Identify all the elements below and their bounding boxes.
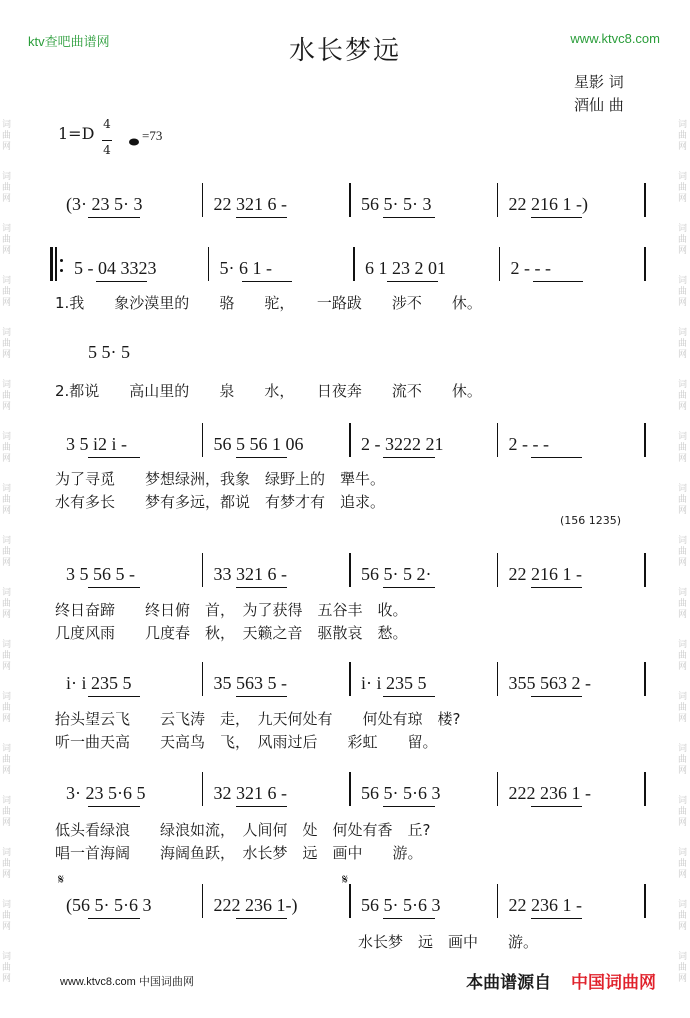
time-signature: 4 4 <box>103 117 111 157</box>
watermark-char: 词 <box>678 796 688 806</box>
watermark-char: 网 <box>2 402 12 412</box>
key-signature: 1=D <box>58 124 95 143</box>
watermark-char: 网 <box>2 506 12 516</box>
watermark-char: 网 <box>2 766 12 776</box>
barline <box>499 247 501 281</box>
measure-notes: 5 5· 5 <box>88 342 130 362</box>
watermark-char: 网 <box>678 558 688 568</box>
lyric-line-1: 1.我 象沙漠里的 骆 驼， 一路跋 涉不 休。 <box>55 294 482 312</box>
measure-notes: 2 - 3222 21 <box>361 434 444 454</box>
watermark-char: 曲 <box>678 911 688 921</box>
watermark-char: 曲 <box>2 339 12 349</box>
watermark-char: 曲 <box>2 443 12 453</box>
watermark-char: 词 <box>678 484 688 494</box>
measure-notes: (3· 23 5· 3 <box>66 194 143 214</box>
measure-notes: 355 563 2 - <box>508 673 591 693</box>
measure-notes: 22 321 6 - <box>213 194 287 214</box>
barline <box>202 183 204 217</box>
watermark-char: 词 <box>2 952 12 962</box>
measure-notes: 56 5· 5 2· <box>361 564 432 584</box>
measure-notes: 33 321 6 - <box>213 564 287 584</box>
repeat-dot <box>60 269 63 272</box>
footer-source-brand[interactable]: 中国词曲网 <box>571 973 656 993</box>
score-row-4 <box>48 662 648 702</box>
barline <box>497 884 499 918</box>
measure-notes: 22 216 1 -) <box>508 194 588 214</box>
barline <box>349 662 351 696</box>
watermark-char: 词 <box>2 120 12 130</box>
barline <box>349 553 351 587</box>
watermark-char: 曲 <box>678 807 688 817</box>
lyric-line-2: 2.都说 高山里的 泉 水， 日夜奔 流不 休。 <box>55 382 482 400</box>
beam-line <box>383 806 435 807</box>
barline <box>497 662 499 696</box>
measure-notes: 56 5· 5·6 3 <box>361 895 441 915</box>
lyric-line-9: 低头看绿浪 绿浪如流， 人间何 处 何处有香 丘? <box>55 821 431 839</box>
repeat-dot <box>60 259 63 262</box>
repeat-start-thin-bar <box>55 247 57 281</box>
watermark-char: 词 <box>678 692 688 702</box>
lyric-line-5: 终日奋蹄 终日俯 首， 为了获得 五谷丰 收。 <box>55 601 408 619</box>
watermark-char: 词 <box>678 744 688 754</box>
barline <box>208 247 210 281</box>
watermark-char: 网 <box>678 298 688 308</box>
watermark-char: 词 <box>2 380 12 390</box>
measure-notes: 35 563 5 - <box>213 673 287 693</box>
barline <box>202 553 204 587</box>
measure-notes: 56 5 56 1 06 <box>213 434 304 454</box>
measure-notes: 22 216 1 - <box>508 564 582 584</box>
beam-line <box>531 457 583 458</box>
watermark-char: 网 <box>2 558 12 568</box>
barline <box>644 772 646 806</box>
watermark-char: 网 <box>2 610 12 620</box>
watermark-char: 词 <box>2 796 12 806</box>
watermark-char: 曲 <box>2 807 12 817</box>
barline <box>202 772 204 806</box>
watermark-char: 曲 <box>678 131 688 141</box>
watermark-char: 网 <box>2 818 12 828</box>
watermark-char: 词 <box>678 588 688 598</box>
beam-line <box>383 918 435 919</box>
watermark-char: 曲 <box>678 651 688 661</box>
beam-line <box>531 918 583 919</box>
barline <box>353 247 355 281</box>
watermark-char: 词 <box>2 276 12 286</box>
watermark-char: 曲 <box>678 235 688 245</box>
site-url-right[interactable]: www.ktvc8.com <box>570 31 660 46</box>
beam-line <box>531 696 583 697</box>
song-title: 水长梦远 <box>288 36 401 66</box>
measure-notes: (56 5· 5·6 3 <box>66 895 152 915</box>
watermark-char: 网 <box>678 610 688 620</box>
measure-notes: 6 1 23 2 01 <box>365 258 446 278</box>
watermark-char: 曲 <box>678 755 688 765</box>
beam-line <box>383 217 435 218</box>
watermark-char: 曲 <box>2 235 12 245</box>
watermark-char: 词 <box>2 692 12 702</box>
watermark-char: 网 <box>678 454 688 464</box>
barline <box>644 423 646 457</box>
watermark-char: 词 <box>2 848 12 858</box>
barline <box>644 553 646 587</box>
watermark-char: 网 <box>678 662 688 672</box>
measure-notes: 5· 6 1 - <box>219 258 272 278</box>
watermark-char: 曲 <box>2 495 12 505</box>
site-name-left[interactable]: ktv查吧曲谱网 <box>28 34 110 49</box>
footer-source-label: 本曲谱源自 <box>466 973 552 993</box>
lyric-line-11: 水长梦 远 画中 游。 <box>358 933 539 951</box>
watermark-char: 曲 <box>678 287 688 297</box>
beam-line <box>236 217 288 218</box>
beam-line <box>96 281 147 282</box>
beam-line <box>531 217 583 218</box>
barline <box>349 183 351 217</box>
watermark-char: 网 <box>2 142 12 152</box>
watermark-char: 网 <box>2 922 12 932</box>
watermark-char: 网 <box>2 246 12 256</box>
watermark-char: 网 <box>2 870 12 880</box>
lyric-line-6: 几度风雨 几度春 秋， 天籁之音 驱散哀 愁。 <box>55 624 408 642</box>
watermark-char: 曲 <box>678 963 688 973</box>
watermark-char: 词 <box>678 224 688 234</box>
barline <box>349 772 351 806</box>
watermark-char: 词 <box>2 328 12 338</box>
score-row-6 <box>48 884 648 924</box>
barline <box>644 884 646 918</box>
barline <box>644 247 646 281</box>
beam-line <box>383 457 435 458</box>
barline <box>202 662 204 696</box>
watermark-char: 网 <box>678 818 688 828</box>
watermark-char: 词 <box>678 536 688 546</box>
beam-line <box>387 281 438 282</box>
watermark-char: 词 <box>2 640 12 650</box>
watermark-char: 网 <box>678 922 688 932</box>
watermark-char: 网 <box>2 974 12 984</box>
beam-line <box>88 696 140 697</box>
watermark-char: 曲 <box>2 755 12 765</box>
small-note: (156 1235) <box>560 514 622 527</box>
watermark-char: 曲 <box>2 859 12 869</box>
footer-site[interactable]: www.ktvc8.com 中国词曲网 <box>60 976 194 988</box>
score-row-intro <box>48 183 648 223</box>
watermark-char: 曲 <box>678 495 688 505</box>
watermark-char: 词 <box>2 536 12 546</box>
watermark-char: 曲 <box>2 287 12 297</box>
repeat-start-bar <box>50 247 53 281</box>
lyric-line-10: 唱一首海阔 海阔鱼跃， 水长梦 远 画中 游。 <box>55 844 423 862</box>
measure-notes: 22 236 1 - <box>508 895 582 915</box>
barline <box>644 183 646 217</box>
beam-line <box>236 587 288 588</box>
watermark-char: 曲 <box>2 131 12 141</box>
beam-line <box>242 281 293 282</box>
watermark-char: 曲 <box>678 339 688 349</box>
segno-icon-2: 𝄋 <box>342 872 349 888</box>
barline <box>497 772 499 806</box>
watermark-char: 曲 <box>678 859 688 869</box>
beam-line <box>383 587 435 588</box>
composer-credit: 酒仙 曲 <box>574 96 624 114</box>
watermark-char: 网 <box>678 974 688 984</box>
measure-notes: 3· 23 5·6 5 <box>66 783 146 803</box>
watermark-char: 网 <box>678 142 688 152</box>
watermark-char: 曲 <box>678 599 688 609</box>
watermark-char: 词 <box>678 172 688 182</box>
watermark-char: 曲 <box>2 599 12 609</box>
watermark-char: 曲 <box>678 391 688 401</box>
measure-notes: 56 5· 5· 3 <box>361 194 432 214</box>
watermark-left <box>0 0 14 1018</box>
watermark-char: 网 <box>2 298 12 308</box>
footer-source <box>466 968 656 993</box>
watermark-char: 网 <box>678 194 688 204</box>
beam-line <box>88 457 140 458</box>
barline <box>497 423 499 457</box>
beam-line <box>236 457 288 458</box>
barline <box>202 884 204 918</box>
beam-line <box>383 696 435 697</box>
watermark-char: 词 <box>678 380 688 390</box>
measure-notes: 3 5 56 5 - <box>66 564 135 584</box>
segno-icon: 𝄋 <box>58 872 65 888</box>
barline <box>349 884 351 918</box>
beam-line <box>88 217 140 218</box>
watermark-char: 网 <box>2 350 12 360</box>
watermark-char: 词 <box>678 848 688 858</box>
measure-notes: 2 - - - <box>508 434 549 454</box>
watermark-char: 曲 <box>678 183 688 193</box>
beam-line <box>88 587 140 588</box>
measure-notes: 2 - - - <box>510 258 551 278</box>
watermark-char: 曲 <box>2 911 12 921</box>
score-row-5 <box>48 772 648 812</box>
tempo-mark: =73 <box>142 128 163 143</box>
watermark-char: 网 <box>678 766 688 776</box>
watermark-char: 词 <box>2 588 12 598</box>
watermark-char: 词 <box>2 224 12 234</box>
watermark-char: 网 <box>678 714 688 724</box>
watermark-char: 曲 <box>678 547 688 557</box>
watermark-char: 曲 <box>2 391 12 401</box>
beam-line <box>531 587 583 588</box>
half-note-icon <box>128 132 140 151</box>
score-row-variant <box>70 331 190 371</box>
beam-line <box>88 918 140 919</box>
watermark-char: 词 <box>678 952 688 962</box>
beam-line <box>531 806 583 807</box>
measure-notes: 222 236 1 - <box>508 783 591 803</box>
measure-notes: 222 236 1-) <box>213 895 298 915</box>
barline <box>497 553 499 587</box>
watermark-char: 网 <box>678 350 688 360</box>
watermark-char: 曲 <box>2 963 12 973</box>
lyricist-credit: 星影 词 <box>574 73 624 91</box>
barline <box>497 183 499 217</box>
measure-notes: 5 - 04 3323 <box>74 258 157 278</box>
lyric-line-4: 水有多长 梦有多远，都说 有梦才有 追求。 <box>55 493 386 511</box>
measure-notes: 3 5 i2 i - <box>66 434 127 454</box>
barline <box>349 423 351 457</box>
watermark-char: 词 <box>678 900 688 910</box>
watermark-char: 曲 <box>2 651 12 661</box>
measure-notes: 56 5· 5·6 3 <box>361 783 441 803</box>
beam-line <box>236 806 288 807</box>
watermark-char: 网 <box>2 454 12 464</box>
lyric-line-7: 抬头望云飞 云飞涛 走， 九天何处有 何处有琼 楼? <box>55 710 461 728</box>
watermark-char: 网 <box>678 870 688 880</box>
measure-notes: i· i 235 5 <box>66 673 132 693</box>
watermark-char: 词 <box>678 640 688 650</box>
watermark-char: 网 <box>678 246 688 256</box>
barline <box>644 662 646 696</box>
watermark-char: 网 <box>2 714 12 724</box>
watermark-char: 网 <box>678 402 688 412</box>
watermark-char: 词 <box>2 744 12 754</box>
watermark-char: 词 <box>2 172 12 182</box>
lyric-line-3: 为了寻觅 梦想绿洲，我象 绿野上的 犟牛。 <box>55 470 386 488</box>
measure-notes: 32 321 6 - <box>213 783 287 803</box>
barline <box>202 423 204 457</box>
watermark-char: 曲 <box>2 183 12 193</box>
watermark-char: 曲 <box>2 703 12 713</box>
score-row-2 <box>48 423 648 463</box>
watermark-char: 词 <box>678 328 688 338</box>
watermark-char: 词 <box>678 120 688 130</box>
watermark-char: 曲 <box>2 547 12 557</box>
watermark-char: 网 <box>2 194 12 204</box>
beam-line <box>236 696 288 697</box>
score-row-3 <box>48 553 648 593</box>
measure-notes: i· i 235 5 <box>361 673 427 693</box>
lyric-line-8: 听一曲天高 天高鸟 飞， 风雨过后 彩虹 留。 <box>55 733 438 751</box>
watermark-char: 词 <box>2 432 12 442</box>
watermark-char: 网 <box>678 506 688 516</box>
beam-line <box>533 281 584 282</box>
beam-line <box>88 806 140 807</box>
score-row-1 <box>48 247 648 287</box>
watermark-char: 曲 <box>678 443 688 453</box>
watermark-char: 词 <box>2 900 12 910</box>
watermark-right <box>676 0 690 1018</box>
watermark-char: 词 <box>2 484 12 494</box>
watermark-char: 网 <box>2 662 12 672</box>
watermark-char: 曲 <box>678 703 688 713</box>
watermark-char: 词 <box>678 276 688 286</box>
beam-line <box>236 918 288 919</box>
watermark-char: 词 <box>678 432 688 442</box>
